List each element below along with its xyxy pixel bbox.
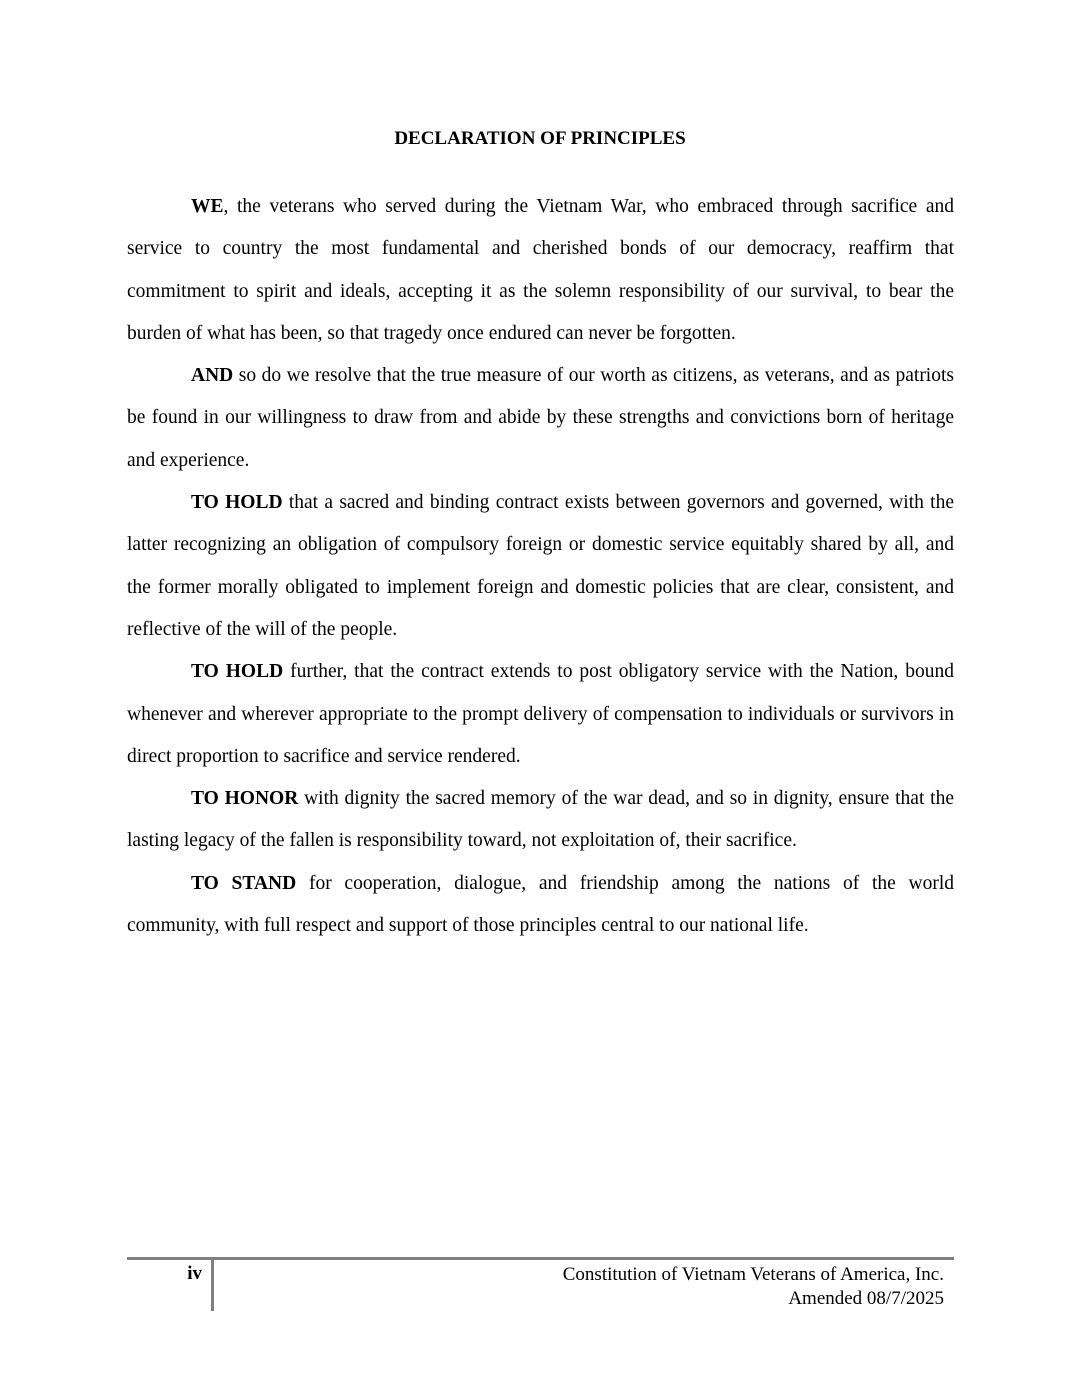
document-body — [127, 186, 954, 947]
paragraph-to-hold-2 — [127, 651, 954, 778]
paragraph-we — [127, 186, 954, 355]
page-number: iv — [187, 1263, 202, 1284]
paragraph-lead: TO STAND — [191, 872, 297, 894]
paragraph-lead: TO HONOR — [191, 788, 299, 810]
paragraph-text: so do we resolve that the true measure of our worth as citizens, as veterans, and as patriots be found in our willingness to draw from and abide by these strengths and convictions born of heritage and experience. — [127, 365, 954, 471]
paragraph-to-stand — [127, 863, 954, 948]
paragraph-lead: AND — [191, 365, 234, 387]
paragraph-lead: TO HOLD — [191, 492, 283, 514]
paragraph-lead: TO HOLD — [191, 661, 284, 683]
paragraph-text: further, that the contract extends to post obligatory service with the Nation, bound whenever and wherever appropriate to the prompt delivery of compensation to individuals or survivors in direct proportion to sacrifice and service rendered. — [127, 661, 954, 767]
paragraph-text: , the veterans who served during the Vietnam War, who embraced through sacrifice and service to country the most fundamental and cherished bonds of our democracy, reaffirm that commitment to spirit and ideals, accepting it as the solemn responsibility of our survival, to bear the burden of what has been, so that tragedy once endured can never be forgotten. — [127, 196, 954, 344]
paragraph-to-hold-1 — [127, 482, 954, 651]
footer-amended-date: Amended 08/7/2025 — [788, 1288, 944, 1309]
footer-document-name: Constitution of Vietnam Veterans of America, Inc. — [562, 1264, 944, 1285]
footer-vertical-divider — [211, 1257, 214, 1311]
paragraph-to-honor — [127, 778, 954, 863]
paragraph-text: for cooperation, dialogue, and friendship among the nations of the world community, with full respect and support of those principles central to our national life. — [127, 872, 954, 937]
paragraph-text: that a sacred and binding contract exists between governors and governed, with the latter recognizing an obligation of compulsory foreign or domestic service equitably shared by all, and the former morally obligated to implement foreign and domestic policies that are clear, consistent, and reflective of the will of the people. — [127, 492, 954, 640]
paragraph-lead: WE — [191, 196, 224, 217]
paragraph-text: with dignity the sacred memory of the war dead, and so in dignity, ensure that the lasting legacy of the fallen is responsibility toward, not exploitation of, their sacrifice. — [127, 788, 954, 852]
paragraph-and — [127, 355, 954, 482]
footer-text — [563, 1263, 944, 1311]
page-title: DECLARATION OF PRINCIPLES — [394, 128, 686, 149]
footer-divider — [127, 1257, 954, 1260]
